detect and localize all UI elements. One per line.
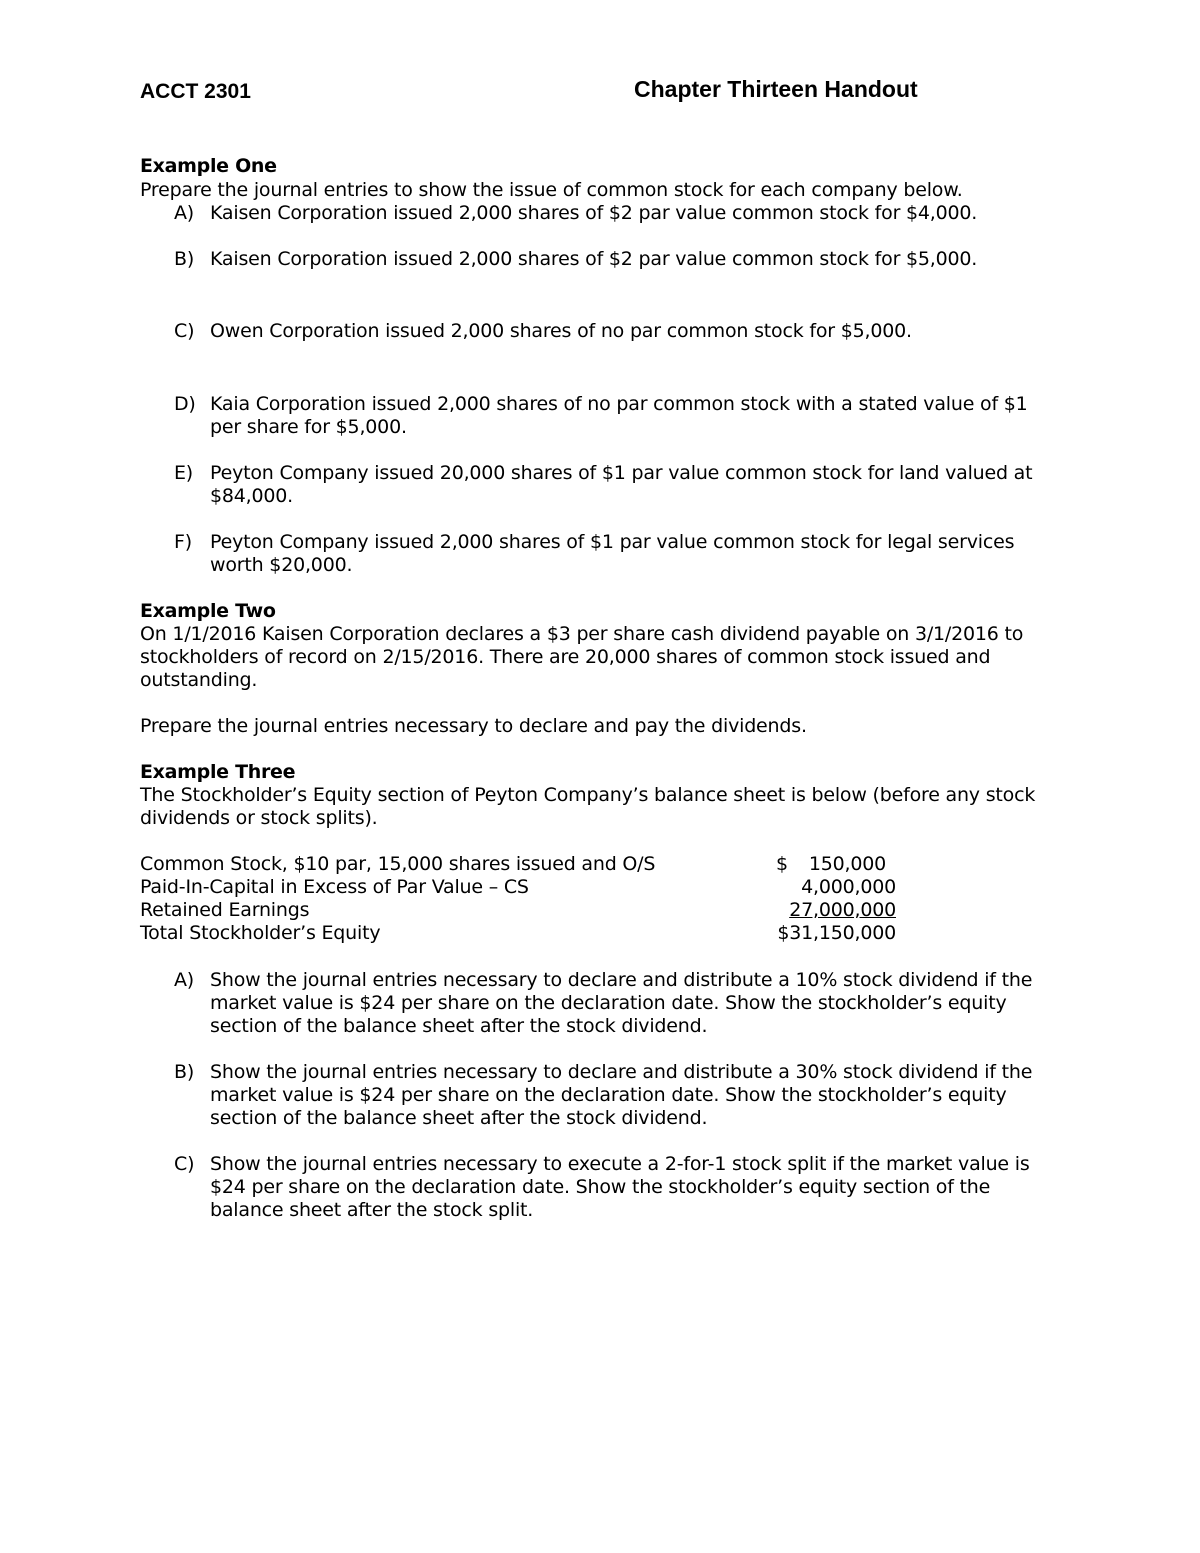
equity-amount: 27,000,000: [789, 899, 896, 921]
item-label: C): [174, 1153, 195, 1175]
item-label: B): [174, 248, 195, 270]
item-text-continued: section of the balance sheet after the stock dividend.: [210, 1107, 708, 1129]
example-two-instruction: Prepare the journal entries necessary to declare and pay the dividends.: [140, 715, 807, 737]
item-text: Kaisen Corporation issued 2,000 shares of $2 par value common stock for $5,000.: [210, 248, 978, 270]
item-text-continued: $84,000.: [210, 485, 294, 507]
course-code: ACCT 2301: [140, 80, 251, 103]
equity-row-total: [140, 922, 900, 945]
item-text: Peyton Company issued 2,000 shares of $1 par value common stock for legal services: [210, 531, 1015, 553]
item-label: B): [174, 1061, 195, 1083]
example-one-heading: Example One: [140, 155, 277, 177]
document-title: Chapter Thirteen Handout: [634, 76, 918, 102]
example-three-intro-line: dividends or stock splits).: [140, 807, 378, 829]
example-two-heading: Example Two: [140, 600, 276, 622]
item-text: Show the journal entries necessary to execute a 2-for-1 stock split if the market value is: [210, 1153, 1030, 1175]
example-two-paragraph-line: On 1/1/2016 Kaisen Corporation declares a $3 per share cash dividend payable on 3/1/2016 to: [140, 623, 1024, 645]
item-text: Kaisen Corporation issued 2,000 shares of $2 par value common stock for $4,000.: [210, 202, 978, 224]
item-text-continued: market value is $24 per share on the declaration date. Show the stockholder’s equity: [210, 1084, 1007, 1106]
item-label: A): [174, 969, 195, 991]
equity-row-retained-earnings: [140, 899, 900, 922]
equity-label: Total Stockholder’s Equity: [140, 922, 381, 944]
item-text-continued: balance sheet after the stock split.: [210, 1199, 534, 1221]
item-text-continued: per share for $5,000.: [210, 416, 407, 438]
example-one-intro: Prepare the journal entries to show the issue of common stock for each company below.: [140, 179, 963, 201]
equity-amount: 150,000: [808, 853, 886, 875]
equity-amount: $31,150,000: [777, 922, 896, 944]
item-text: Show the journal entries necessary to declare and distribute a 30% stock dividend if the: [210, 1061, 1033, 1083]
item-text-continued: market value is $24 per share on the declaration date. Show the stockholder’s equity: [210, 992, 1007, 1014]
item-text: Peyton Company issued 20,000 shares of $1 par value common stock for land valued at: [210, 462, 1033, 484]
example-two-paragraph-line: outstanding.: [140, 669, 258, 691]
item-text-continued: worth $20,000.: [210, 554, 353, 576]
item-text: Show the journal entries necessary to declare and distribute a 10% stock dividend if the: [210, 969, 1033, 991]
item-text: Kaia Corporation issued 2,000 shares of no par common stock with a stated value of $1: [210, 393, 1028, 415]
example-three-intro-line: The Stockholder’s Equity section of Peyton Company’s balance sheet is below (before any stock: [140, 784, 1036, 806]
item-label: F): [174, 531, 192, 553]
item-label: E): [174, 462, 194, 484]
example-three-heading: Example Three: [140, 761, 296, 783]
equity-label: Retained Earnings: [140, 899, 310, 921]
equity-amount: 4,000,000: [801, 876, 896, 898]
equity-row-paid-in-capital: [140, 876, 900, 899]
item-text-continued: $24 per share on the declaration date. Show the stockholder’s equity section of the: [210, 1176, 991, 1198]
item-text-continued: section of the balance sheet after the stock dividend.: [210, 1015, 708, 1037]
item-label: C): [174, 320, 195, 342]
equity-row-common-stock: [140, 853, 900, 876]
equity-label: Common Stock, $10 par, 15,000 shares issued and O/S: [140, 853, 656, 875]
item-text: Owen Corporation issued 2,000 shares of no par common stock for $5,000.: [210, 320, 912, 342]
equity-dollar-sign: $: [776, 853, 788, 875]
equity-label: Paid-In-Capital in Excess of Par Value – CS: [140, 876, 529, 898]
example-two-paragraph-line: stockholders of record on 2/15/2016. There are 20,000 shares of common stock issued and: [140, 646, 991, 668]
item-label: D): [174, 393, 196, 415]
item-label: A): [174, 202, 195, 224]
